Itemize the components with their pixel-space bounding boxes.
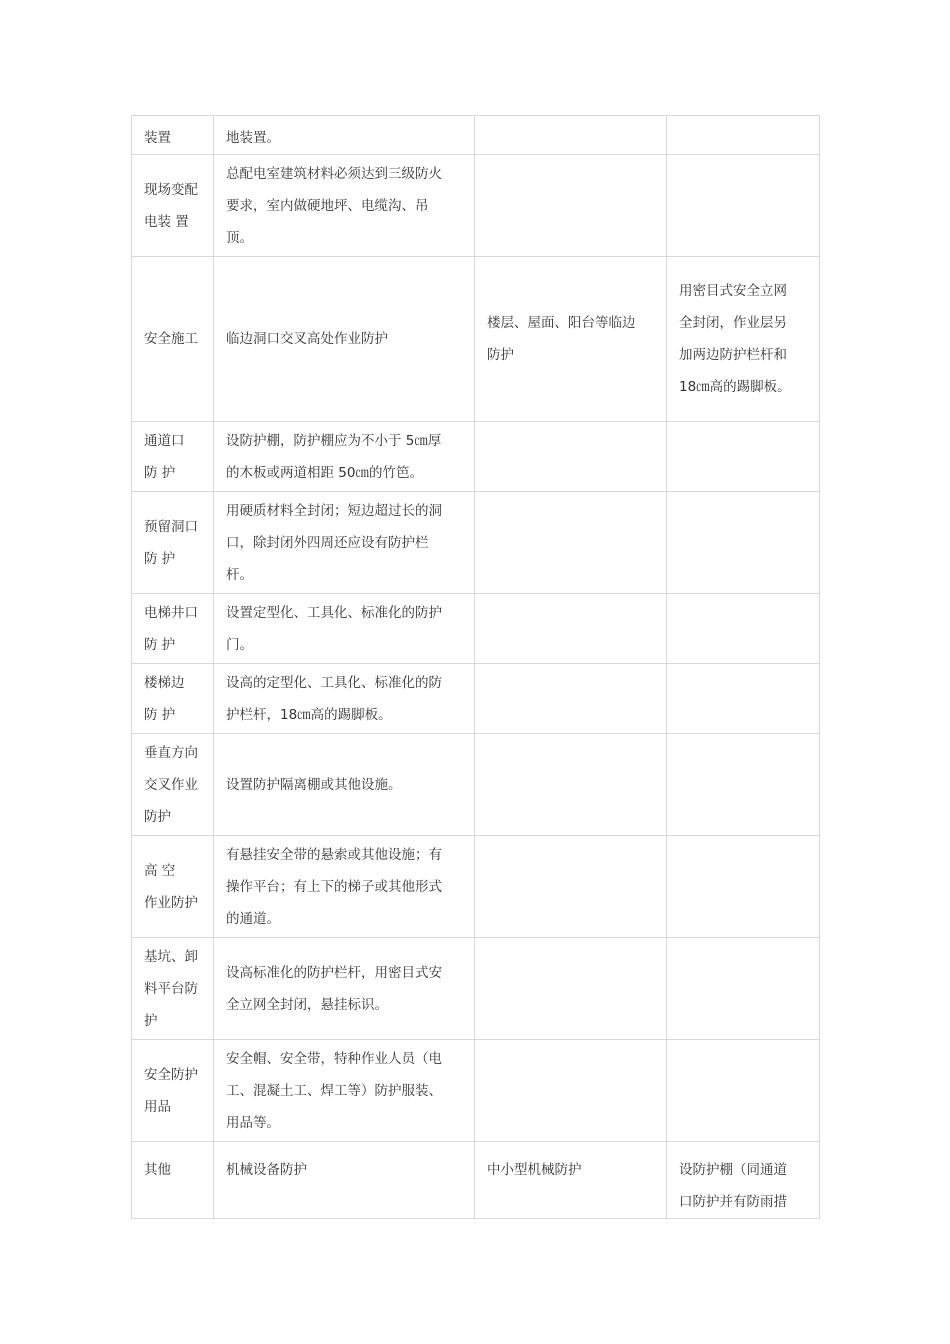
table-row <box>132 938 820 1040</box>
category-cell: 其他 <box>132 1142 214 1219</box>
item-cell <box>475 938 667 1040</box>
table-row <box>132 1142 820 1219</box>
category-cell: 楼梯边 防 护 <box>132 664 214 734</box>
category-cell: 基坑、卸 料平台防 护 <box>132 938 214 1040</box>
detail-cell: 用密目式安全立网 全封闭，作业层另 加两边防护栏杆和 18㎝高的踢脚板。 <box>667 257 820 422</box>
detail-cell <box>667 836 820 938</box>
item-cell <box>475 492 667 594</box>
detail-cell <box>667 492 820 594</box>
table-row <box>132 734 820 836</box>
measure-cell: 临边洞口交叉高处作业防护 <box>214 257 475 422</box>
item-cell <box>475 1040 667 1142</box>
category-cell: 预留洞口 防 护 <box>132 492 214 594</box>
category-cell: 安全施工 <box>132 257 214 422</box>
measure-cell: 用硬质材料全封闭；短边超过长的洞 口，除封闭外四周还应设有防护栏 杆。 <box>214 492 475 594</box>
category-cell: 垂直方向 交叉作业 防护 <box>132 734 214 836</box>
category-cell: 高 空 作业防护 <box>132 836 214 938</box>
table-row <box>132 594 820 664</box>
item-cell <box>475 155 667 257</box>
category-cell: 装置 <box>132 116 214 155</box>
measure-cell: 设置防护隔离棚或其他设施。 <box>214 734 475 836</box>
item-cell <box>475 664 667 734</box>
item-cell <box>475 836 667 938</box>
detail-cell <box>667 422 820 492</box>
measure-cell: 机械设备防护 <box>214 1142 475 1219</box>
detail-cell <box>667 1040 820 1142</box>
detail-cell <box>667 594 820 664</box>
safety-measures-table <box>131 115 820 1219</box>
measure-cell: 设高标准化的防护栏杆，用密目式安 全立网全封闭，悬挂标识。 <box>214 938 475 1040</box>
table-row <box>132 257 820 422</box>
table-row <box>132 664 820 734</box>
measure-cell: 设置定型化、工具化、标准化的防护 门。 <box>214 594 475 664</box>
table-row <box>132 836 820 938</box>
measure-cell: 设防护棚，防护棚应为不小于 5㎝厚 的木板或两道相距 50㎝的竹笆。 <box>214 422 475 492</box>
item-cell <box>475 116 667 155</box>
detail-cell: 设防护棚（同通道 口防护并有防雨措 <box>667 1142 820 1219</box>
measure-cell: 设高的定型化、工具化、标准化的防 护栏杆，18㎝高的踢脚板。 <box>214 664 475 734</box>
measure-cell: 总配电室建筑材料必须达到三级防火 要求，室内做硬地坪、电缆沟、吊 顶。 <box>214 155 475 257</box>
item-cell: 中小型机械防护 <box>475 1142 667 1219</box>
measure-cell: 地装置。 <box>214 116 475 155</box>
table-row <box>132 492 820 594</box>
measure-cell: 安全帽、安全带，特种作业人员（电 工、混凝土工、焊工等）防护服装、 用品等。 <box>214 1040 475 1142</box>
detail-cell <box>667 116 820 155</box>
item-cell <box>475 422 667 492</box>
table-row <box>132 155 820 257</box>
table-row <box>132 116 820 155</box>
category-cell: 安全防护 用品 <box>132 1040 214 1142</box>
detail-cell <box>667 155 820 257</box>
item-cell <box>475 734 667 836</box>
item-cell <box>475 594 667 664</box>
detail-cell <box>667 938 820 1040</box>
category-cell: 电梯井口 防 护 <box>132 594 214 664</box>
detail-cell <box>667 664 820 734</box>
table-row <box>132 1040 820 1142</box>
detail-cell <box>667 734 820 836</box>
table-row <box>132 422 820 492</box>
item-cell: 楼层、屋面、阳台等临边 防护 <box>475 257 667 422</box>
measure-cell: 有悬挂安全带的悬索或其他设施；有 操作平台；有上下的梯子或其他形式 的通道。 <box>214 836 475 938</box>
category-cell: 通道口 防 护 <box>132 422 214 492</box>
category-cell: 现场变配 电装 置 <box>132 155 214 257</box>
